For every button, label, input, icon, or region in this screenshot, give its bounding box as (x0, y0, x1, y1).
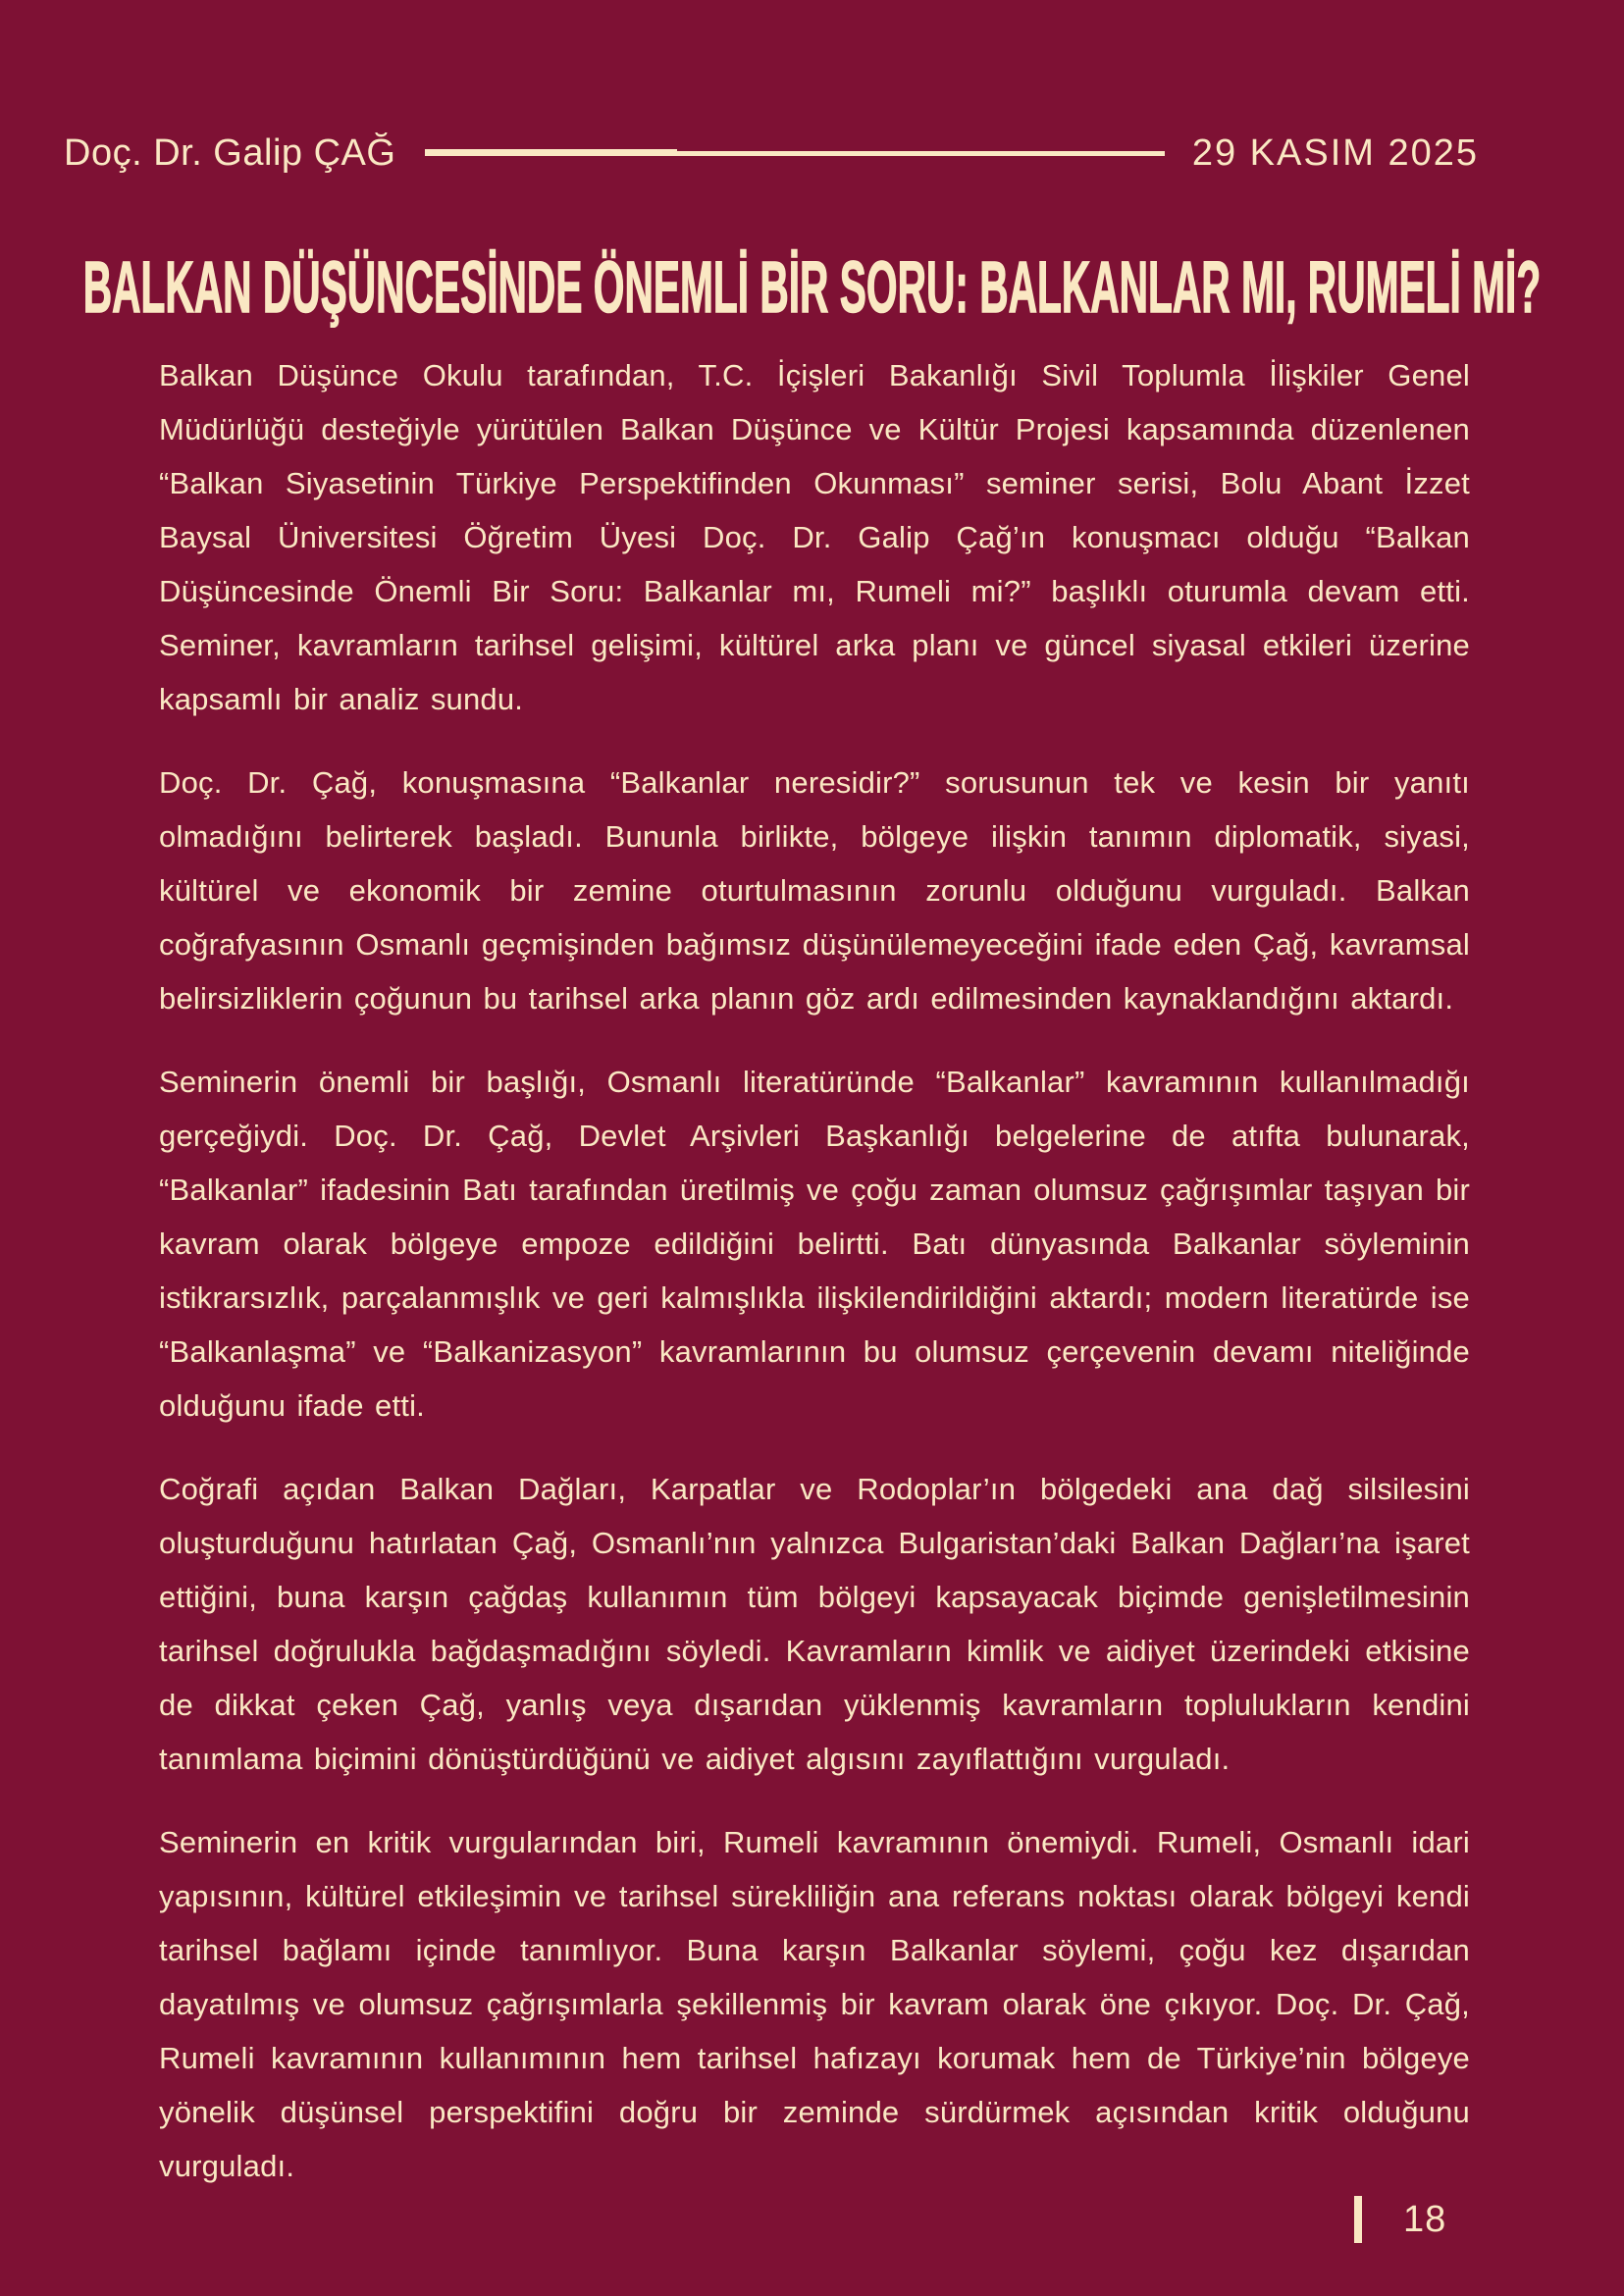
paragraph-1: Balkan Düşünce Okulu tarafından, T.C. İçişleri Bakanlığı Sivil Toplumla İlişkiler Genel Müdürlüğü desteğiyle yürütülen Balkan Düşünce ve Kültür Projesi kapsamında düzenlenen “Balkan Siyasetinin Türkiye Perspektifinden Okunması” seminer serisi, Bolu Abant İzzet Baysal Üniversitesi Öğretim Üyesi Doç. Dr. Galip Çağ’ın konuşmacı olduğu “Balkan Düşüncesinde Önemli Bir Soru: Balkanlar mı, Rumeli mi?” başlıklı oturumla devam etti. Seminer, kavramların tarihsel gelişimi, kültürel arka planı ve güncel siyasal etkileri üzerine kapsamlı bir analiz sundu. (159, 358, 1470, 716)
article-body (159, 348, 1470, 2193)
paragraph-2: Doç. Dr. Çağ, konuşmasına “Balkanlar neresidir?” sorusunun tek ve kesin bir yanıtı olmadığını belirterek başladı. Bununla birlikte, bölgeye ilişkin tanımın diplomatik, siyasi, kültürel ve ekonomik bir zemine oturtulmasının zorunlu olduğunu vurguladı. Balkan coğrafyasının Osmanlı geçmişinden bağımsız düşünülemeyeceğini ifade eden Çağ, kavramsal belirsizliklerin çoğunun bu tarihsel arka planın göz ardı edilmesinden kaynaklandığını aktardı. (159, 765, 1470, 1016)
page-header (64, 124, 1479, 183)
paragraph-4: Coğrafi açıdan Balkan Dağları, Karpatlar ve Rodoplar’ın bölgedeki ana dağ silsilesini oluşturduğunu hatırlatan Çağ, Osmanlı’nın yalnızca Bulgaristan’daki Balkan Dağları’na işaret ettiğini, buna karşın çağdaş kullanımın tüm bölgeyi kapsayacak biçimde genişletilmesinin tarihsel doğrulukla bağdaşmadığını söyledi. Kavramların kimlik ve aidiyet üzerindeki etkisine de dikkat çeken Çağ, yanlış veya dışarıdan yüklenmiş kavramların toplulukların kendini tanımlama biçimini dönüştürdüğünü ve aidiyet algısını zayıflattığını vurguladı. (159, 1472, 1470, 1776)
header-date: 29 KASIM 2025 (1191, 131, 1479, 174)
header-divider-line (425, 151, 1164, 156)
page-number: 18 (1403, 2198, 1447, 2240)
paragraph-5: Seminerin en kritik vurgularından biri, Rumeli kavramının önemiydi. Rumeli, Osmanlı idari yapısının, kültürel etkileşimin ve tarihsel sürekliliğin ana referans noktası olarak bölgeyi kendi tarihsel bağlamı içinde tanımlıyor. Buna karşın Balkanlar söylemi, çoğu kez dışarıdan dayatılmış ve olumsuz çağrışımlarla şekillenmiş bir kavram olarak öne çıkıyor. Doç. Dr. Çağ, Rumeli kavramının kullanımının hem tarihsel hafızayı korumak hem de Türkiye’nin bölgeye yönelik düşünsel perspektifini doğru bir zeminde sürdürmek açısından kritik olduğunu vurguladı. (159, 1825, 1470, 2183)
page-title: BALKAN DÜŞÜNCESİNDE ÖNEMLİ BİR SORU: BALKANLAR MI, RUMELİ Mİ? (82, 246, 1542, 328)
title-container (0, 246, 1624, 328)
author-name: Doç. Dr. Galip ÇAĞ (64, 131, 396, 174)
page-number-bar (1354, 2196, 1362, 2243)
paragraph-3: Seminerin önemli bir başlığı, Osmanlı literatüründe “Balkanlar” kavramının kullanılmadığı gerçeğiydi. Doç. Dr. Çağ, Devlet Arşivleri Başkanlığı belgelerine de atıfta bulunarak, “Balkanlar” ifadesinin Batı tarafından üretilmiş ve çoğu zaman olumsuz çağrışımlar taşıyan bir kavram olarak bölgeye empoze edildiğini belirtti. Batı dünyasında Balkanlar söyleminin istikrarsızlık, parçalanmışlık ve geri kalmışlıkla ilişkilendirildiğini aktardı; modern literatürde ise “Balkanlaşma” ve “Balkanizasyon” kavramlarının bu olumsuz çerçevenin devamı niteliğinde olduğunu ifade etti. (159, 1065, 1470, 1423)
page-number-block (1354, 2196, 1446, 2243)
